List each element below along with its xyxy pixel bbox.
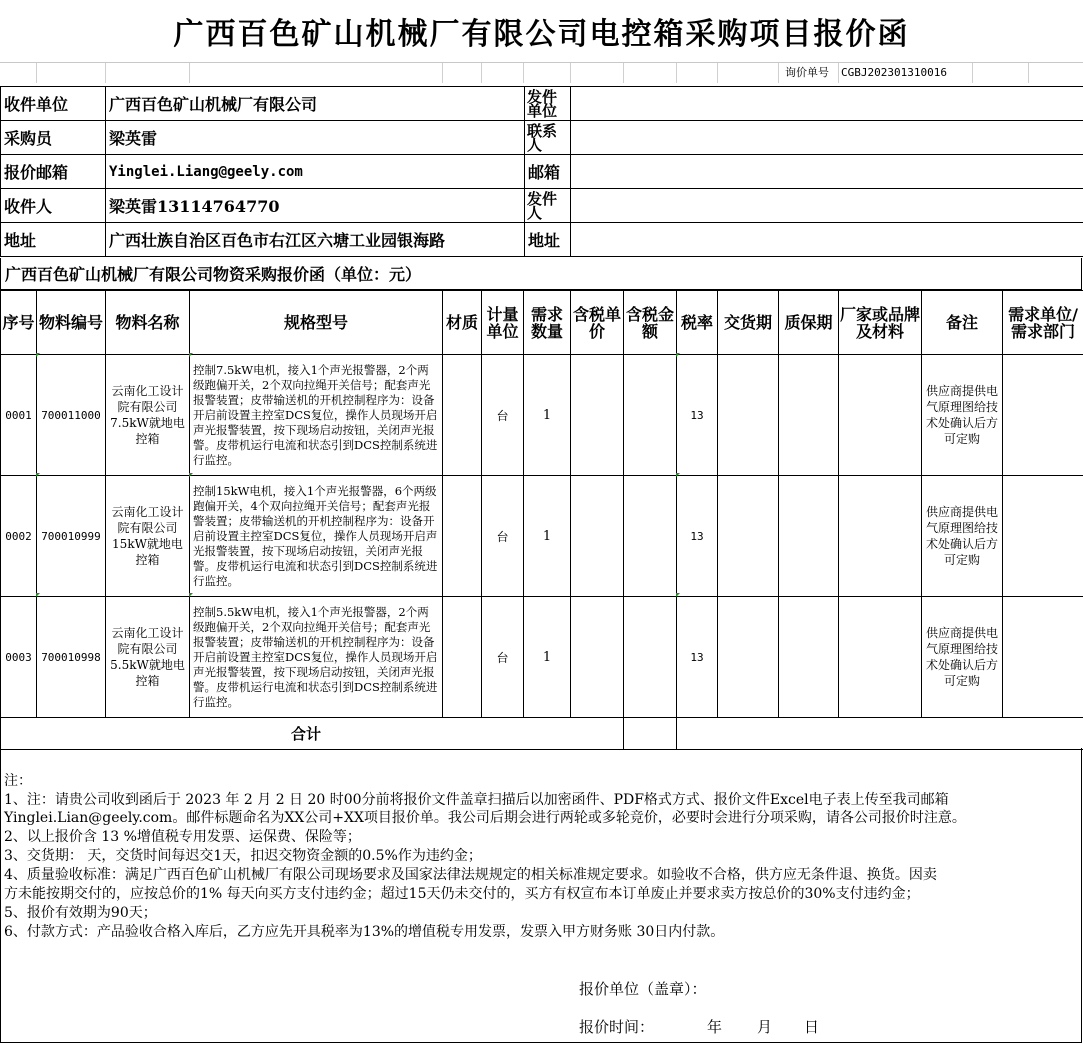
- note-line: Yinglei.Lian@geely.com。邮件标题命名为XX公司+XX项目报价单。我公司后期会进行两轮或多轮竞价，必要时会进行分项采购，请各公司报价时注意。: [4, 810, 966, 826]
- col-header: 含税金额: [624, 291, 677, 355]
- info-value[interactable]: 梁英雷13114764770: [106, 189, 525, 223]
- col-header: 需求单位/需求部门: [1003, 291, 1083, 355]
- items-table: [0, 290, 1083, 750]
- brand-cell[interactable]: [839, 476, 922, 597]
- info-label: 收件单位: [1, 87, 106, 121]
- tax-cell: 13: [677, 597, 718, 718]
- info-value[interactable]: 广西百色矿山机械厂有限公司: [106, 87, 525, 121]
- name-cell: 云南化工设计院有限公司15kW就地电控箱: [106, 476, 190, 597]
- amount-cell[interactable]: [624, 355, 677, 476]
- info-row: [1, 121, 1083, 155]
- col-header: 计量单位: [482, 291, 524, 355]
- note-line: 5、报价有效期为90天；: [4, 905, 157, 921]
- note-line: 1、注：请贵公司收到函后于 2023 年 2 月 2 日 20 时00分前将报价文件盖章扫描后以加密函件、PDF格式方式、报价文件Excel电子表上传至我司邮箱: [4, 792, 949, 808]
- info-right-label: 地址: [525, 223, 571, 257]
- notes-block: [0, 748, 1082, 1043]
- col-header: 税率: [677, 291, 718, 355]
- inquiry-number: CGBJ202301310016: [841, 65, 947, 79]
- note-line: 4、质量验收标准：满足广西百色矿山机械厂有限公司现场要求及国家法律法规规定的相关标准规定要求。如验收不合格，供方应无条件退、换货。因卖: [4, 867, 937, 883]
- info-right-value[interactable]: [571, 189, 1083, 223]
- remark-cell: 供应商提供电气原理图给技术处确认后方可定购: [922, 476, 1003, 597]
- year-label: 年: [707, 1018, 723, 1036]
- col-header: 物料编号: [37, 291, 106, 355]
- table-row: [1, 476, 1083, 597]
- cell-marker-icon: [36, 353, 40, 357]
- info-value[interactable]: 广西壮族自治区百色市右江区六塘工业园银海路: [106, 223, 525, 257]
- delivery-cell[interactable]: [718, 355, 779, 476]
- info-label: 收件人: [1, 189, 106, 223]
- col-header: 序号: [1, 291, 37, 355]
- info-value[interactable]: 梁英雷: [106, 121, 525, 155]
- info-row: [1, 223, 1083, 257]
- info-right-label: 发件单位: [525, 87, 571, 121]
- material-cell[interactable]: [443, 355, 482, 476]
- section-title: 广西百色矿山机械厂有限公司物资采购报价函（单位：元）: [0, 258, 1082, 290]
- info-label: 地址: [1, 223, 106, 257]
- remark-cell: 供应商提供电气原理图给技术处确认后方可定购: [922, 597, 1003, 718]
- brand-cell[interactable]: [839, 355, 922, 476]
- cell-marker-icon: [189, 593, 193, 597]
- price-cell[interactable]: [571, 476, 624, 597]
- code-cell: 700010998: [37, 597, 106, 718]
- tax-cell: 13: [677, 355, 718, 476]
- spec-cell: 控制15kW电机，接入1个声光报警器，6个两级跑偏开关，4个双向拉绳开关信号；配套声光报警装置；皮带输送机的开机控制程序为：设备开启前设置主控室DCS复位，操作人员现场开启声光报警装置，按下现场启动按钮，关闭声光报警。皮带机运行电流和状态引到DCS控制系统进行监控。: [190, 476, 443, 597]
- qty-cell: 1: [524, 355, 571, 476]
- col-header: 质保期: [779, 291, 839, 355]
- info-right-label: 发件人: [525, 189, 571, 223]
- warranty-cell[interactable]: [779, 476, 839, 597]
- info-right-value[interactable]: [571, 155, 1083, 189]
- seal-label: 报价单位（盖章）：: [579, 980, 707, 998]
- price-cell[interactable]: [571, 597, 624, 718]
- spec-cell: 控制5.5kW电机，接入1个声光报警器，2个两级跑偏开关，2个双向拉绳开关信号；配套声光报警装置；皮带输送机的开机控制程序为：设备开启前设置主控室DCS复位，操作人员现场开启声光报警装置，按下现场启动按钮，关闭声光报警。皮带机运行电流和状态引到DCS控制系统进行监控。: [190, 597, 443, 718]
- cell-marker-icon: [189, 353, 193, 357]
- cell-marker-icon: [36, 473, 40, 477]
- note-line: 6、付款方式：产品验收合格入库后，乙方应先开具税率为13%的增值税专用发票，发票入甲方财务账 30日内付款。: [4, 924, 725, 940]
- unit-cell: 台: [482, 476, 524, 597]
- amount-cell[interactable]: [624, 597, 677, 718]
- col-header: 物料名称: [106, 291, 190, 355]
- cell-marker-icon: [189, 473, 193, 477]
- info-right-value[interactable]: [571, 223, 1083, 257]
- total-rest-cell: [677, 718, 1083, 750]
- price-cell[interactable]: [571, 355, 624, 476]
- table-row: [1, 355, 1083, 476]
- info-right-label: 邮箱: [525, 155, 571, 189]
- seq-cell: 0002: [1, 476, 37, 597]
- col-header: 规格型号: [190, 291, 443, 355]
- info-right-value[interactable]: [571, 87, 1083, 121]
- unit-cell: 台: [482, 355, 524, 476]
- col-header: 备注: [922, 291, 1003, 355]
- name-cell: 云南化工设计院有限公司7.5kW就地电控箱: [106, 355, 190, 476]
- dept-cell: [1003, 476, 1083, 597]
- code-cell: 700010999: [37, 476, 106, 597]
- info-value[interactable]: Yinglei.Liang@geely.com: [106, 155, 525, 189]
- unit-cell: 台: [482, 597, 524, 718]
- qty-cell: 1: [524, 597, 571, 718]
- note-line: 方未能按期交付的，应按总价的1% 每天向买方支付违约金；超过15天仍未交付的，买方有权宣布本订单废止并要求卖方按总价的30%支付违约金；: [4, 886, 920, 902]
- qty-cell: 1: [524, 476, 571, 597]
- info-label: 报价邮箱: [1, 155, 106, 189]
- code-cell: 700011000: [37, 355, 106, 476]
- name-cell: 云南化工设计院有限公司5.5kW就地电控箱: [106, 597, 190, 718]
- cell-marker-icon: [36, 593, 40, 597]
- col-header: 需求数量: [524, 291, 571, 355]
- total-amount-cell[interactable]: [624, 718, 677, 750]
- material-cell[interactable]: [443, 597, 482, 718]
- notes-heading: 注：: [4, 773, 32, 789]
- col-header: 含税单价: [571, 291, 624, 355]
- note-line: 2、以上报价含 13 %增值税专用发票、运保费、保险等；: [4, 829, 361, 845]
- seq-cell: 0003: [1, 597, 37, 718]
- delivery-cell[interactable]: [718, 476, 779, 597]
- warranty-cell[interactable]: [779, 355, 839, 476]
- spec-cell: 控制7.5kW电机，接入1个声光报警器，2个两级跑偏开关，2个双向拉绳开关信号；配套声光报警装置；皮带输送机的开机控制程序为：设备开启前设置主控室DCS复位，操作人员现场开启声光报警装置，按下现场启动按钮，关闭声光报警。皮带机运行电流和状态引到DCS控制系统进行监控。: [190, 355, 443, 476]
- dept-cell: [1003, 597, 1083, 718]
- info-label: 采购员: [1, 121, 106, 155]
- brand-cell[interactable]: [839, 597, 922, 718]
- col-header: 交货期: [718, 291, 779, 355]
- info-row: [1, 189, 1083, 223]
- warranty-cell[interactable]: [779, 597, 839, 718]
- inquiry-label: 询价单号: [785, 66, 829, 79]
- info-right-value[interactable]: [571, 121, 1083, 155]
- total-label: 合计: [1, 718, 624, 750]
- day-label: 日: [804, 1018, 820, 1036]
- info-right-label: 联系人: [525, 121, 571, 155]
- header-row: [1, 291, 1083, 355]
- material-cell[interactable]: [443, 476, 482, 597]
- cell-marker-icon: [676, 353, 680, 357]
- col-header: 材质: [443, 291, 482, 355]
- delivery-cell[interactable]: [718, 597, 779, 718]
- col-header: 厂家或品牌及材料: [839, 291, 922, 355]
- cell-marker-icon: [676, 473, 680, 477]
- document-title: 广西百色矿山机械厂有限公司电控箱采购项目报价函: [173, 17, 910, 52]
- cell-marker-icon: [676, 593, 680, 597]
- note-line: 3、交货期： 天，交货时间每迟交1天，扣迟交物资金额的0.5%作为违约金；: [4, 848, 482, 864]
- info-row: [1, 87, 1083, 121]
- info-row: [1, 155, 1083, 189]
- amount-cell[interactable]: [624, 476, 677, 597]
- time-label: 报价时间：: [579, 1018, 655, 1036]
- dept-cell: [1003, 355, 1083, 476]
- tax-cell: 13: [677, 476, 718, 597]
- table-row: [1, 597, 1083, 718]
- month-label: 月: [757, 1018, 773, 1036]
- seq-cell: 0001: [1, 355, 37, 476]
- total-row: [1, 718, 1083, 750]
- remark-cell: 供应商提供电气原理图给技术处确认后方可定购: [922, 355, 1003, 476]
- info-table: [0, 86, 1083, 257]
